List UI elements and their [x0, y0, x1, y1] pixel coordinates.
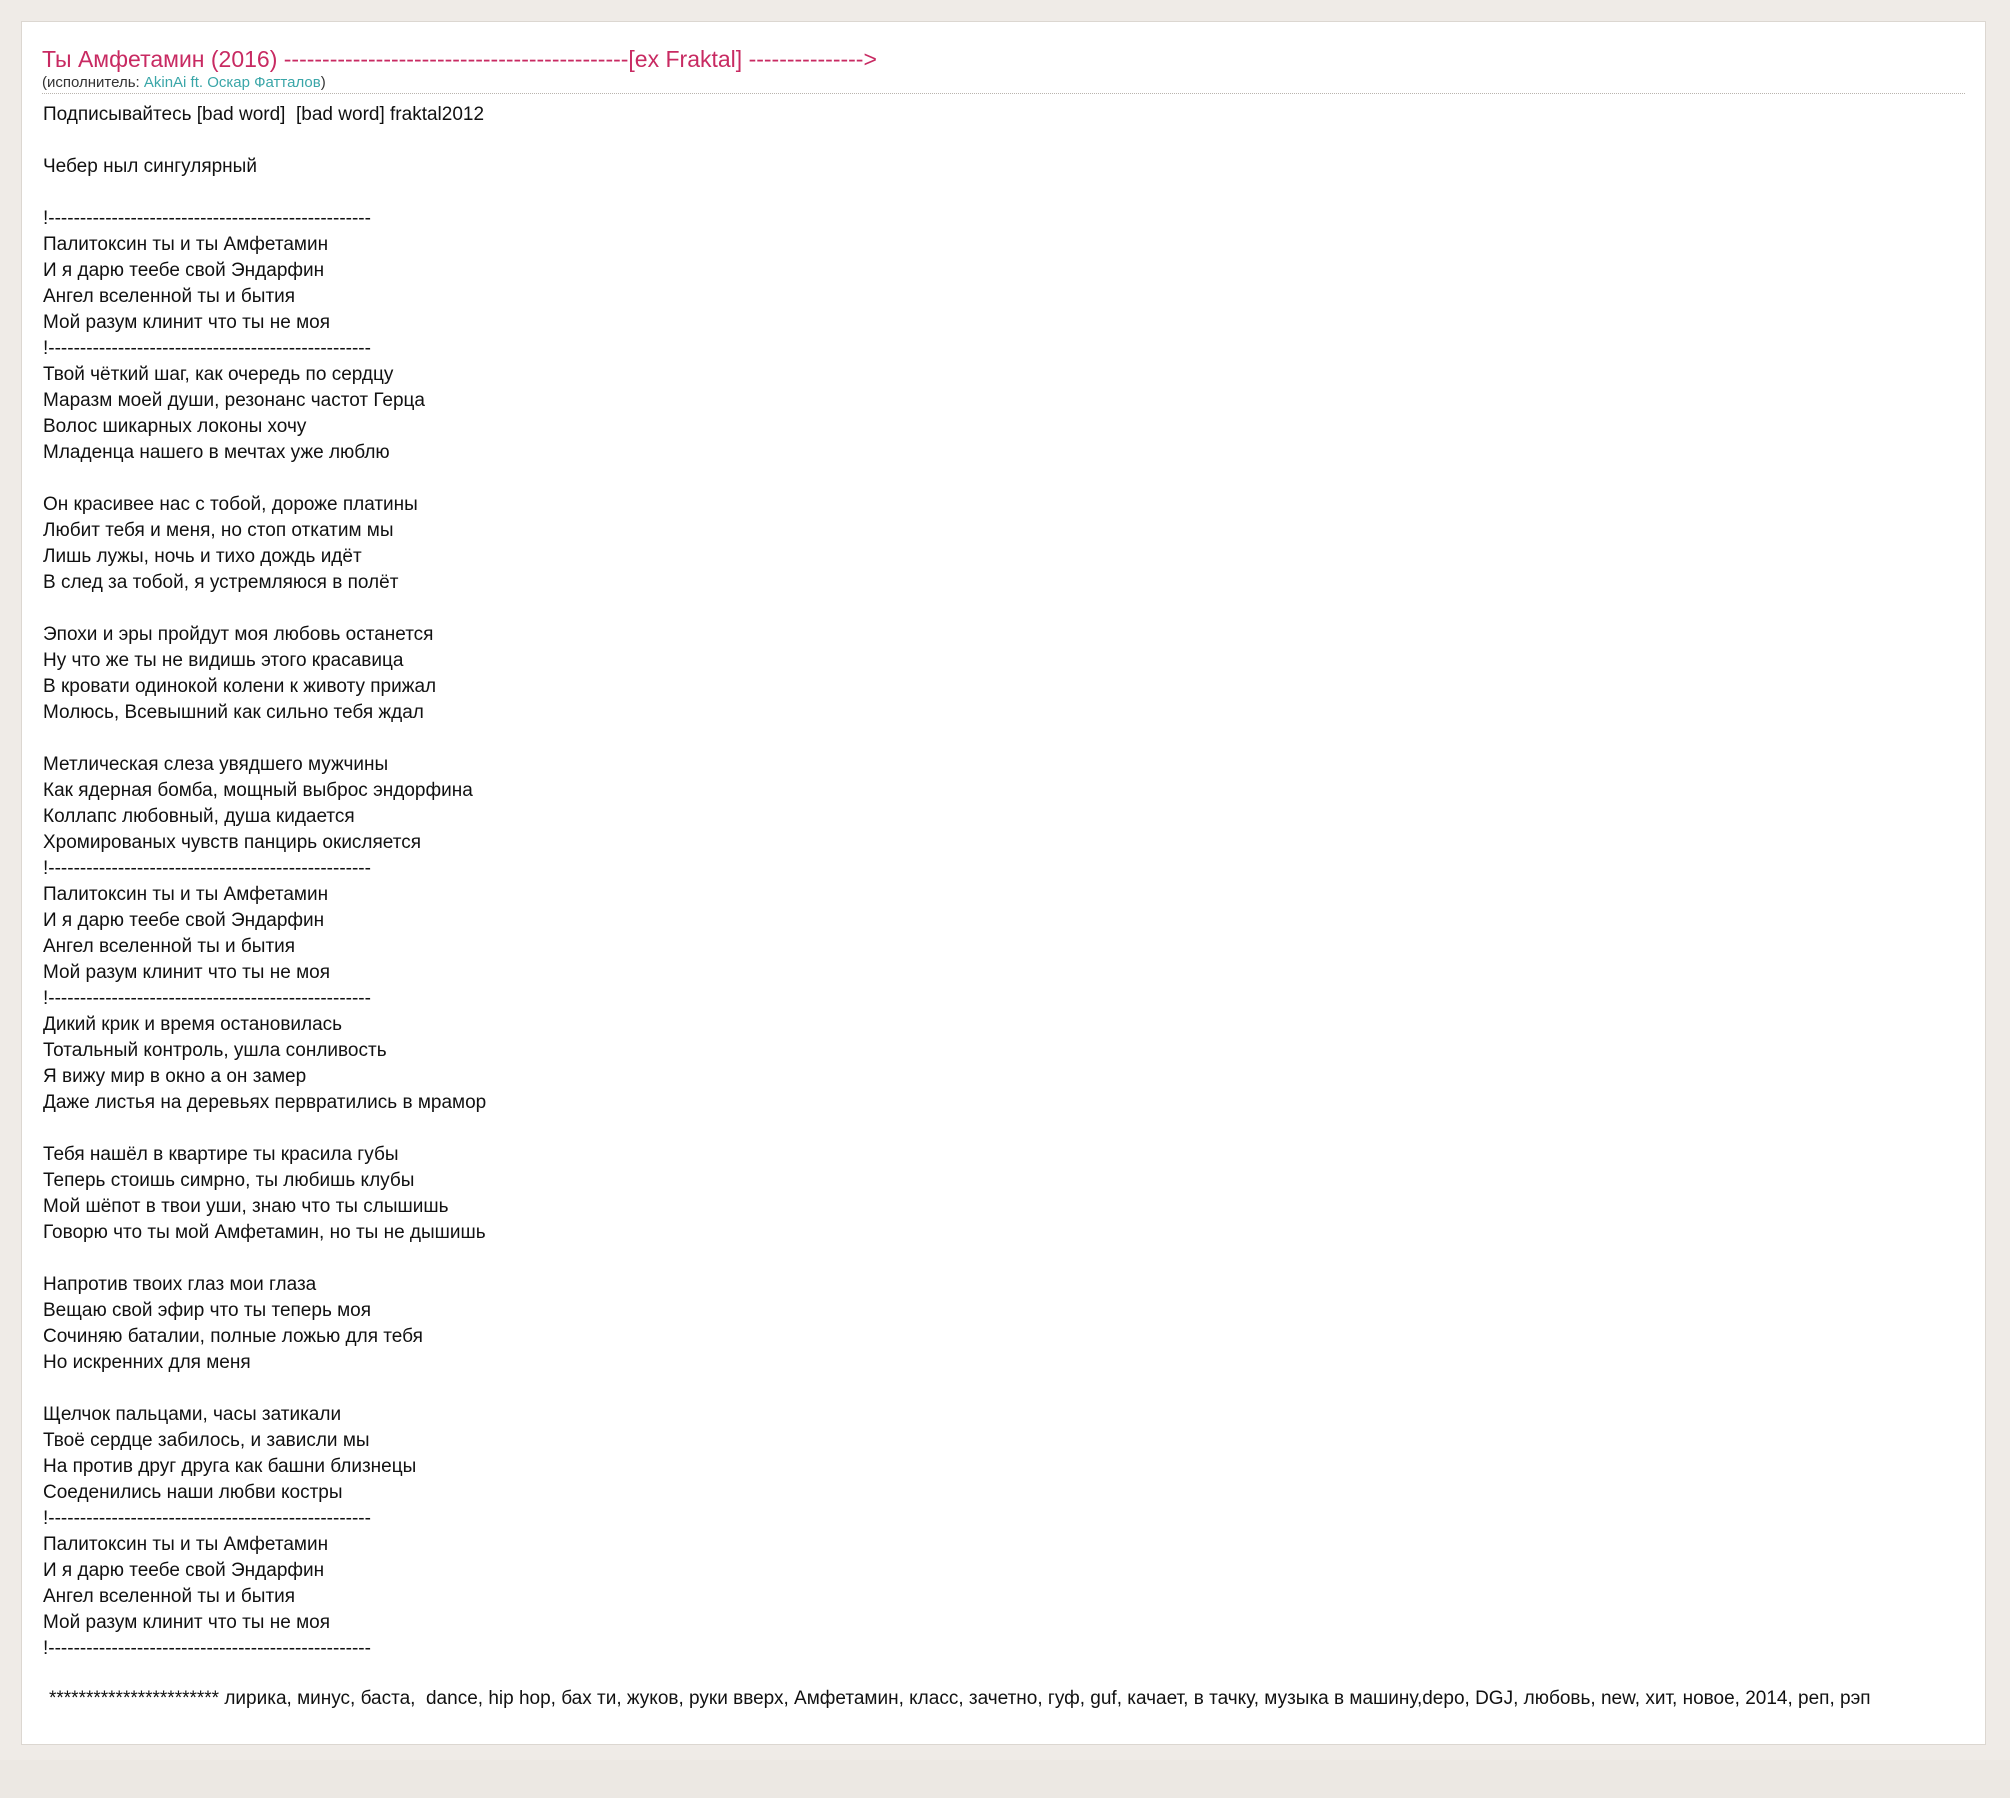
performer-line: [42, 73, 326, 93]
performer-link[interactable]: AkinAi ft. Оскар Фатталов: [143, 74, 321, 91]
song-title: Ты Амфетамин (2016) ---------------------------------------------[ex Fraktal] --------------->: [42, 46, 877, 72]
title-divider: [42, 93, 1965, 94]
lyrics-text: Подписывайтесь [bad word] [bad word] fraktal2012 Чебер ныл сингулярный !--------------------------------------------------- Палитоксин ты и ты Амфетамин И я дарю теебе свой Эндарфин Ангел вселенной ты и бытия Мой разум клинит что ты не моя !--------------------------------------------------- Твой чёткий шаг, как очередь по сердцу Маразм моей души, резонанс частот Герца Волос шикарных локоны хочу Младенца нашего в мечтах уже люблю Он красивее нас с тобой, дороже платины Любит тебя и меня, но стоп откатим мы Лишь лужы, ночь и тихо дождь идёт В след за тобой, я устремляюся в полёт Эпохи и эры пройдут моя любовь останется Ну что же ты не видишь этого красавица В кровати одинокой колени к животу прижал Молюсь, Всевышний как сильно тебя ждал Метлическая слеза увядшего мужчины Как ядерная бомба, мощный выброс эндорфина Коллапс любовный, душа кидается Хромированых чувств панцирь окисляется !--------------------------------------------------- Палитоксин ты и ты Амфетамин И я дарю теебе свой Эндарфин Ангел вселенной ты и бытия Мой разум клинит что ты не моя !--------------------------------------------------- Дикий крик и время остановилась Тотальный контроль, ушла сонливость Я вижу мир в окно а он замер Даже листья на деревьях первратились в мрамор Тебя нашёл в квартире ты красила губы Теперь стоишь симрно, ты любишь клубы Мой шёпот в твои уши, знаю что ты слышишь Говорю что ты мой Амфетамин, но ты не дышишь Напротив твоих глаз мои глаза Вещаю свой эфир что ты теперь моя Сочиняю баталии, полные ложью для тебя Но искренних для меня Щелчок пальцами, часы затикали Твоё сердце забилось, и зависли мы На против друг друга как башни близнецы Соеденились наши любви костры !--------------------------------------------------- Палитоксин ты и ты Амфетамин И я дарю теебе свой Эндарфин Ангел вселенной ты и бытия Мой разум клинит что ты не моя !---------------------------------------------------: [43, 104, 487, 1659]
page-footer-band: [0, 1760, 2010, 1798]
lyrics-card: [21, 21, 1986, 1745]
performer-suffix: ): [320, 74, 326, 91]
performer-prefix: (исполнитель:: [42, 74, 144, 91]
tags-line: *********************** лирика, минус, баста, dance, hip hop, бах ти, жуков, руки вверх, Амфетамин, класс, зачетно, гуф, guf, качает, в тачку, музыка в машину,depo, DGJ, любовь, new, хит, новое, 2014, реп, рэп: [49, 1688, 1871, 1709]
